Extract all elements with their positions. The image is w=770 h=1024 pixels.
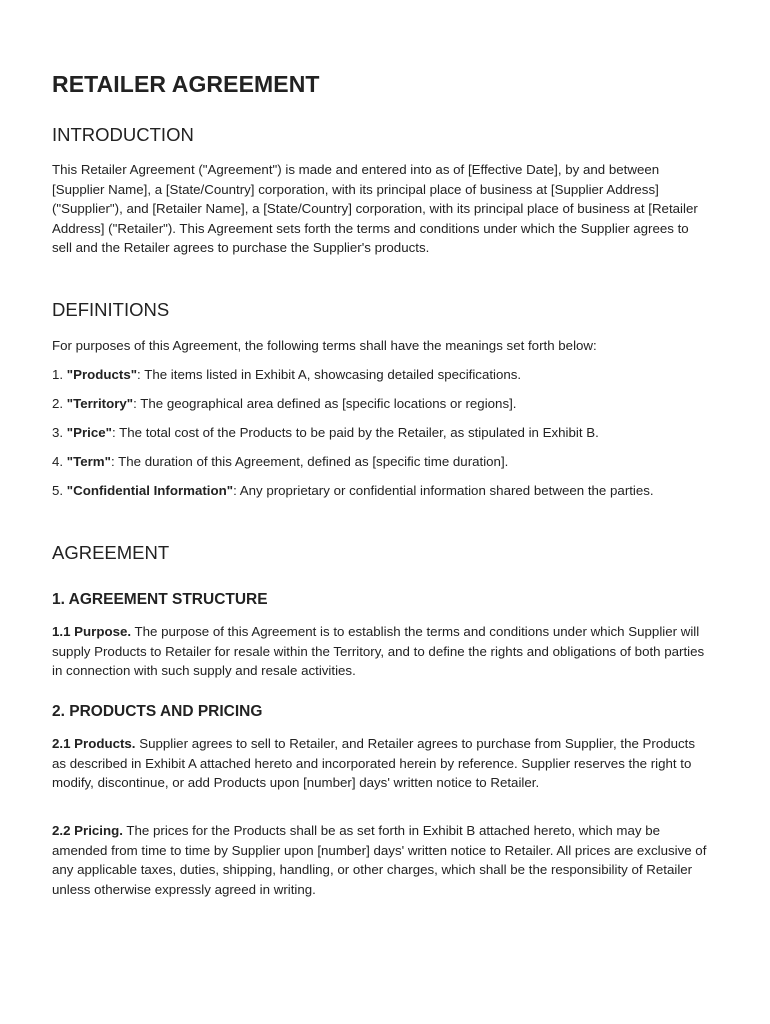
definitions-intro: For purposes of this Agreement, the following terms shall have the meanings set forth below:: [52, 338, 597, 353]
definition-number: 4.: [52, 454, 64, 469]
clause-text: Supplier agrees to sell to Retailer, and Retailer agrees to purchase from Supplier, the Products as described in Exhibit A attached hereto and incorporated herein by reference. Supplier reserves the right to modify, discontinue, or add Products upon [number] days' written notice to Retailer.: [52, 736, 696, 790]
definition-term: "Products": [66, 367, 138, 382]
clause-products: [52, 734, 712, 793]
definition-term: "Price": [66, 425, 112, 440]
definitions-heading: DEFINITIONS: [52, 299, 170, 320]
clause-label: 1.1 Purpose.: [52, 624, 132, 639]
definition-number: 3.: [52, 425, 64, 440]
document-title: RETAILER AGREEMENT: [52, 71, 320, 97]
definition-item: [52, 423, 712, 443]
definition-text: : The geographical area defined as [specific locations or regions].: [133, 396, 517, 411]
clause-purpose: [52, 622, 712, 681]
definition-text: : The duration of this Agreement, defined as [specific time duration].: [110, 454, 509, 469]
definition-item: [52, 365, 712, 385]
clause-label: 2.2 Pricing.: [52, 823, 123, 838]
agreement-heading: AGREEMENT: [52, 542, 170, 563]
clause-text: The prices for the Products shall be as set forth in Exhibit B attached hereto, which may be amended from time to time by Supplier upon [number] days' written notice to Retailer. All prices are exclusive of any applicable taxes, duties, shipping, handling, or other charges, which shall be the responsibility of Retailer unless otherwise expressly agreed in writing.: [52, 823, 707, 897]
definition-number: 5.: [52, 483, 64, 498]
definition-text: : The items listed in Exhibit A, showcasing detailed specifications.: [137, 367, 522, 382]
definition-term: "Confidential Information": [66, 483, 234, 498]
introduction-heading: INTRODUCTION: [52, 124, 194, 145]
clause-label: 2.1 Products.: [52, 736, 136, 751]
definition-term: "Territory": [66, 396, 134, 411]
definition-text: : Any proprietary or confidential information shared between the parties.: [233, 483, 654, 498]
definition-term: "Term": [66, 454, 111, 469]
section-heading-products-and-pricing: 2. PRODUCTS AND PRICING: [52, 703, 263, 720]
clause-pricing: [52, 821, 712, 899]
clause-text: The purpose of this Agreement is to establish the terms and conditions under which Supplier will supply Products to Retailer for resale within the Territory, and to define the rights and obligations of both parties in connection with such supply and resale activities.: [52, 624, 705, 678]
section-heading-agreement-structure: 1. AGREEMENT STRUCTURE: [52, 591, 268, 608]
definition-item: [52, 481, 712, 501]
definition-item: [52, 452, 712, 472]
definition-number: 2.: [52, 396, 64, 411]
introduction-body: This Retailer Agreement ("Agreement") is made and entered into as of [Effective Date], by and between [Supplier Name], a [State/Country] corporation, with its principal place of business at [Supplier Address] ("Supplier"), and [Retailer Name], a [State/Country] corporation, with its principal place of business at [Retailer Address] ("Retailer"). This Agreement sets forth the terms and conditions under which the Supplier agrees to sell and the Retailer agrees to purchase the Supplier's products.: [52, 162, 698, 255]
definition-number: 1.: [52, 367, 64, 382]
definition-text: : The total cost of the Products to be paid by the Retailer, as stipulated in Exhibit B.: [111, 425, 599, 440]
definition-item: [52, 394, 712, 414]
